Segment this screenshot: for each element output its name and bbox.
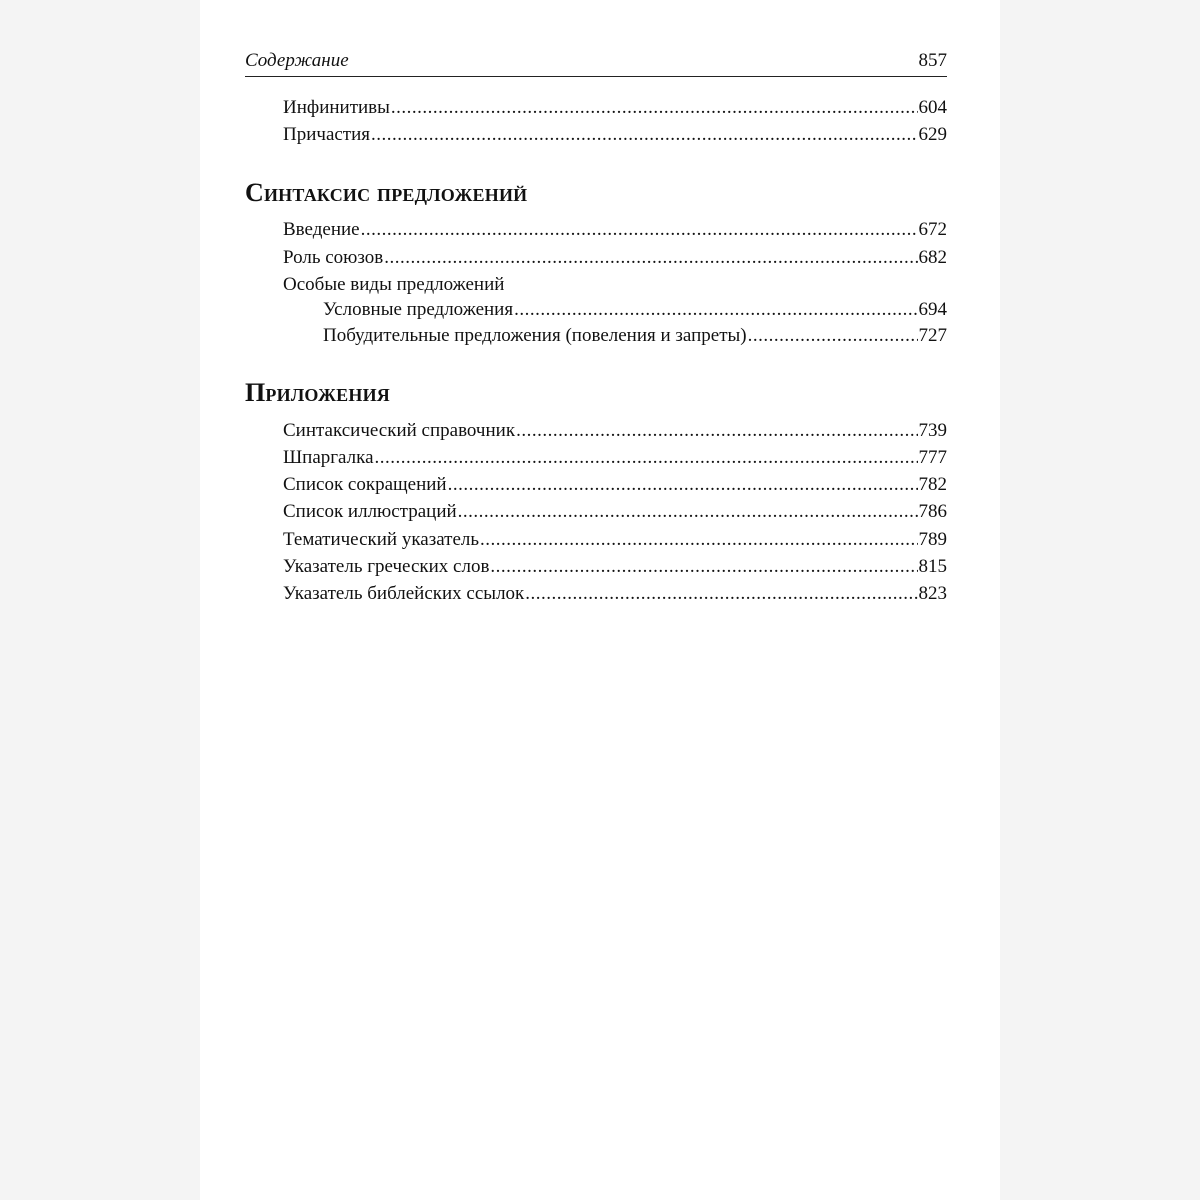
toc-entry-page: 672 <box>918 219 947 240</box>
dot-leader <box>480 528 917 552</box>
dot-leader <box>448 473 918 497</box>
toc-entry-label: Причастия <box>283 124 371 145</box>
toc-subentry[interactable] <box>323 324 947 348</box>
toc-entry-page: 629 <box>918 124 947 145</box>
dot-leader <box>371 123 917 147</box>
toc-subgroup-label: Особые виды предложений <box>283 274 505 295</box>
toc-entry-page: 786 <box>918 501 947 522</box>
toc-entry-page: 823 <box>918 583 947 604</box>
toc-entry-label: Условные предложения <box>323 299 514 320</box>
toc-entry-page: 694 <box>918 299 947 320</box>
toc-entry-page: 815 <box>918 556 947 577</box>
dot-leader <box>516 419 917 443</box>
toc-entry[interactable] <box>283 246 947 270</box>
toc-entry[interactable] <box>283 528 947 552</box>
toc-entry-label: Введение <box>283 219 360 240</box>
section-title-syntax: Синтаксис предложений <box>245 178 528 207</box>
toc-entry[interactable] <box>283 555 947 579</box>
dot-leader <box>748 324 918 348</box>
dot-leader <box>384 246 917 270</box>
toc-entry-label: Список иллюстраций <box>283 501 457 522</box>
toc-entry-page: 739 <box>918 420 947 441</box>
dot-leader <box>391 96 918 120</box>
toc-entry[interactable] <box>283 500 947 524</box>
toc-entry[interactable] <box>283 582 947 606</box>
toc-entry-page: 789 <box>918 529 947 550</box>
dot-leader <box>458 500 918 524</box>
toc-entry-label: Инфинитивы <box>283 97 390 118</box>
section-title-appendices: Приложения <box>245 378 390 407</box>
book-page <box>200 0 1000 1200</box>
running-head-title: Содержание <box>245 50 349 71</box>
toc-entry-page: 777 <box>918 447 947 468</box>
toc-subentry[interactable] <box>323 298 947 322</box>
running-head <box>245 50 947 77</box>
dot-leader <box>490 555 917 579</box>
toc-entry-label: Указатель греческих слов <box>283 556 490 577</box>
toc-entry-label: Список сокращений <box>283 474 447 495</box>
dot-leader <box>375 446 918 470</box>
toc-entry-label: Роль союзов <box>283 247 384 268</box>
toc-entry[interactable] <box>283 218 947 242</box>
dot-leader <box>525 582 917 606</box>
toc-entry-label: Шпаргалка <box>283 447 374 468</box>
toc-entry-label: Синтаксический справочник <box>283 420 516 441</box>
toc-entry-label: Тематический указатель <box>283 529 480 550</box>
running-head-page-number: 857 <box>918 50 947 71</box>
toc-entry[interactable] <box>283 96 947 120</box>
toc-entry[interactable] <box>283 473 947 497</box>
toc-entry[interactable] <box>283 446 947 470</box>
toc-entry-page: 682 <box>918 247 947 268</box>
toc-entry-page: 727 <box>918 325 947 346</box>
toc-entry[interactable] <box>283 123 947 147</box>
dot-leader <box>514 298 917 322</box>
toc-entry-label: Указатель библейских ссылок <box>283 583 525 604</box>
toc-entry[interactable] <box>283 419 947 443</box>
dot-leader <box>361 218 918 242</box>
toc-entry-label: Побудительные предложения (повеления и запреты) <box>323 325 747 346</box>
toc-entry-page: 604 <box>918 97 947 118</box>
toc-entry-page: 782 <box>918 474 947 495</box>
